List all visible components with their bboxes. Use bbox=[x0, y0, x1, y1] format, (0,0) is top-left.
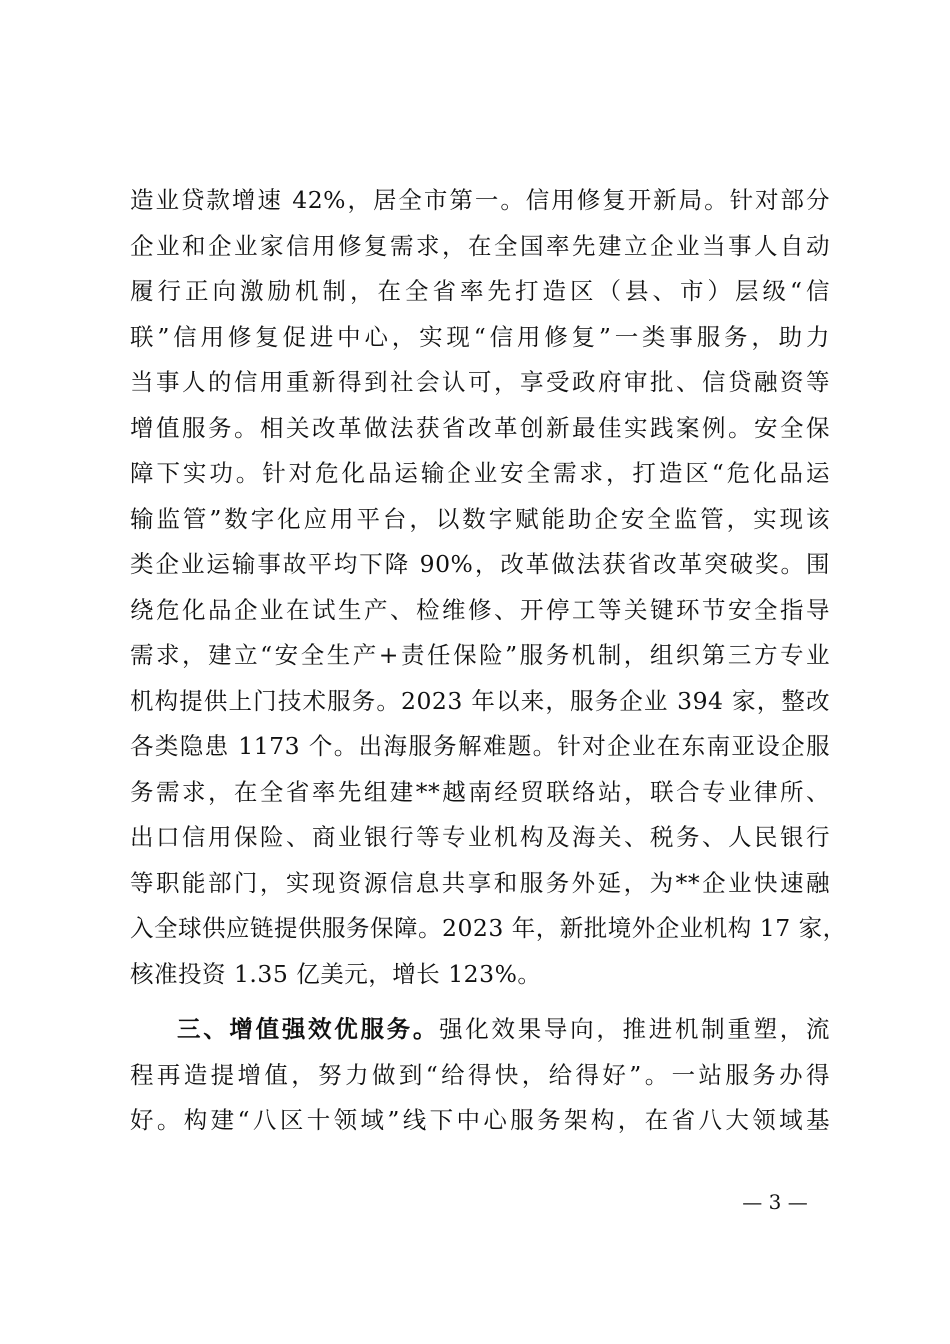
heading-line-rest: 强化效果导向，推进机制重塑，流 bbox=[439, 1015, 831, 1043]
paragraph-spacer bbox=[130, 997, 830, 1007]
text-line: 履行正向激励机制，在全省率先打造区（县、市）层级“信 bbox=[130, 277, 830, 305]
body-text bbox=[130, 178, 847, 1144]
paragraph-2 bbox=[130, 1007, 830, 1144]
text-line bbox=[130, 1007, 830, 1053]
text-line: 障下实功。针对危化品运输企业安全需求，打造区“危化品运 bbox=[130, 459, 830, 487]
text-line: 程再造提增值，努力做到“给得快，给得好”。一站服务办得 bbox=[130, 1060, 830, 1089]
text-line: 绕危化品企业在试生产、检维修、开停工等关键环节安全指导 bbox=[130, 595, 830, 624]
text-line: 类企业运输事故平均下降 90%，改革做法获省改革突破奖。围 bbox=[130, 550, 830, 578]
text-line: 入全球供应链提供服务保障。2023 年，新批境外企业机构 17 家， bbox=[130, 914, 847, 942]
text-line: 出口信用保险、商业银行等专业机构及海关、税务、人民银行 bbox=[130, 823, 830, 851]
text-line: 输监管”数字化应用平台，以数字赋能助企安全监管，实现该 bbox=[130, 504, 830, 533]
text-line: 企业和企业家信用修复需求，在全国率先建立企业当事人自动 bbox=[130, 231, 830, 260]
text-line: 务需求，在全省率先组建**越南经贸联络站，联合专业律所、 bbox=[130, 777, 830, 806]
text-line: 需求，建立“安全生产+责任保险”服务机制，组织第三方专业 bbox=[130, 641, 830, 669]
text-line: 造业贷款增速 42%，居全市第一。信用修复开新局。针对部分 bbox=[130, 186, 830, 214]
text-line: 好。构建“八区十领域”线下中心服务架构，在省八大领域基 bbox=[130, 1106, 830, 1134]
text-line: 联”信用修复促进中心，实现“信用修复”一类事服务，助力 bbox=[130, 322, 830, 351]
page-number: — 3 — bbox=[742, 1190, 808, 1214]
text-line: 等职能部门，实现资源信息共享和服务外延，为**企业快速融 bbox=[130, 868, 830, 897]
text-line: 增值服务。相关改革做法获省改革创新最佳实践案例。安全保 bbox=[130, 413, 830, 442]
text-line: 当事人的信用重新得到社会认可，享受政府审批、信贷融资等 bbox=[130, 368, 830, 396]
text-line: 机构提供上门技术服务。2023 年以来，服务企业 394 家，整改 bbox=[130, 686, 830, 715]
section-heading: 三、增值强效优服务。 bbox=[177, 1015, 440, 1043]
text-line: 核准投资 1.35 亿美元，增长 123%。 bbox=[130, 959, 542, 988]
text-line: 各类隐患 1173 个。出海服务解难题。针对企业在东南亚设企服 bbox=[130, 732, 830, 760]
paragraph-1 bbox=[130, 178, 847, 997]
